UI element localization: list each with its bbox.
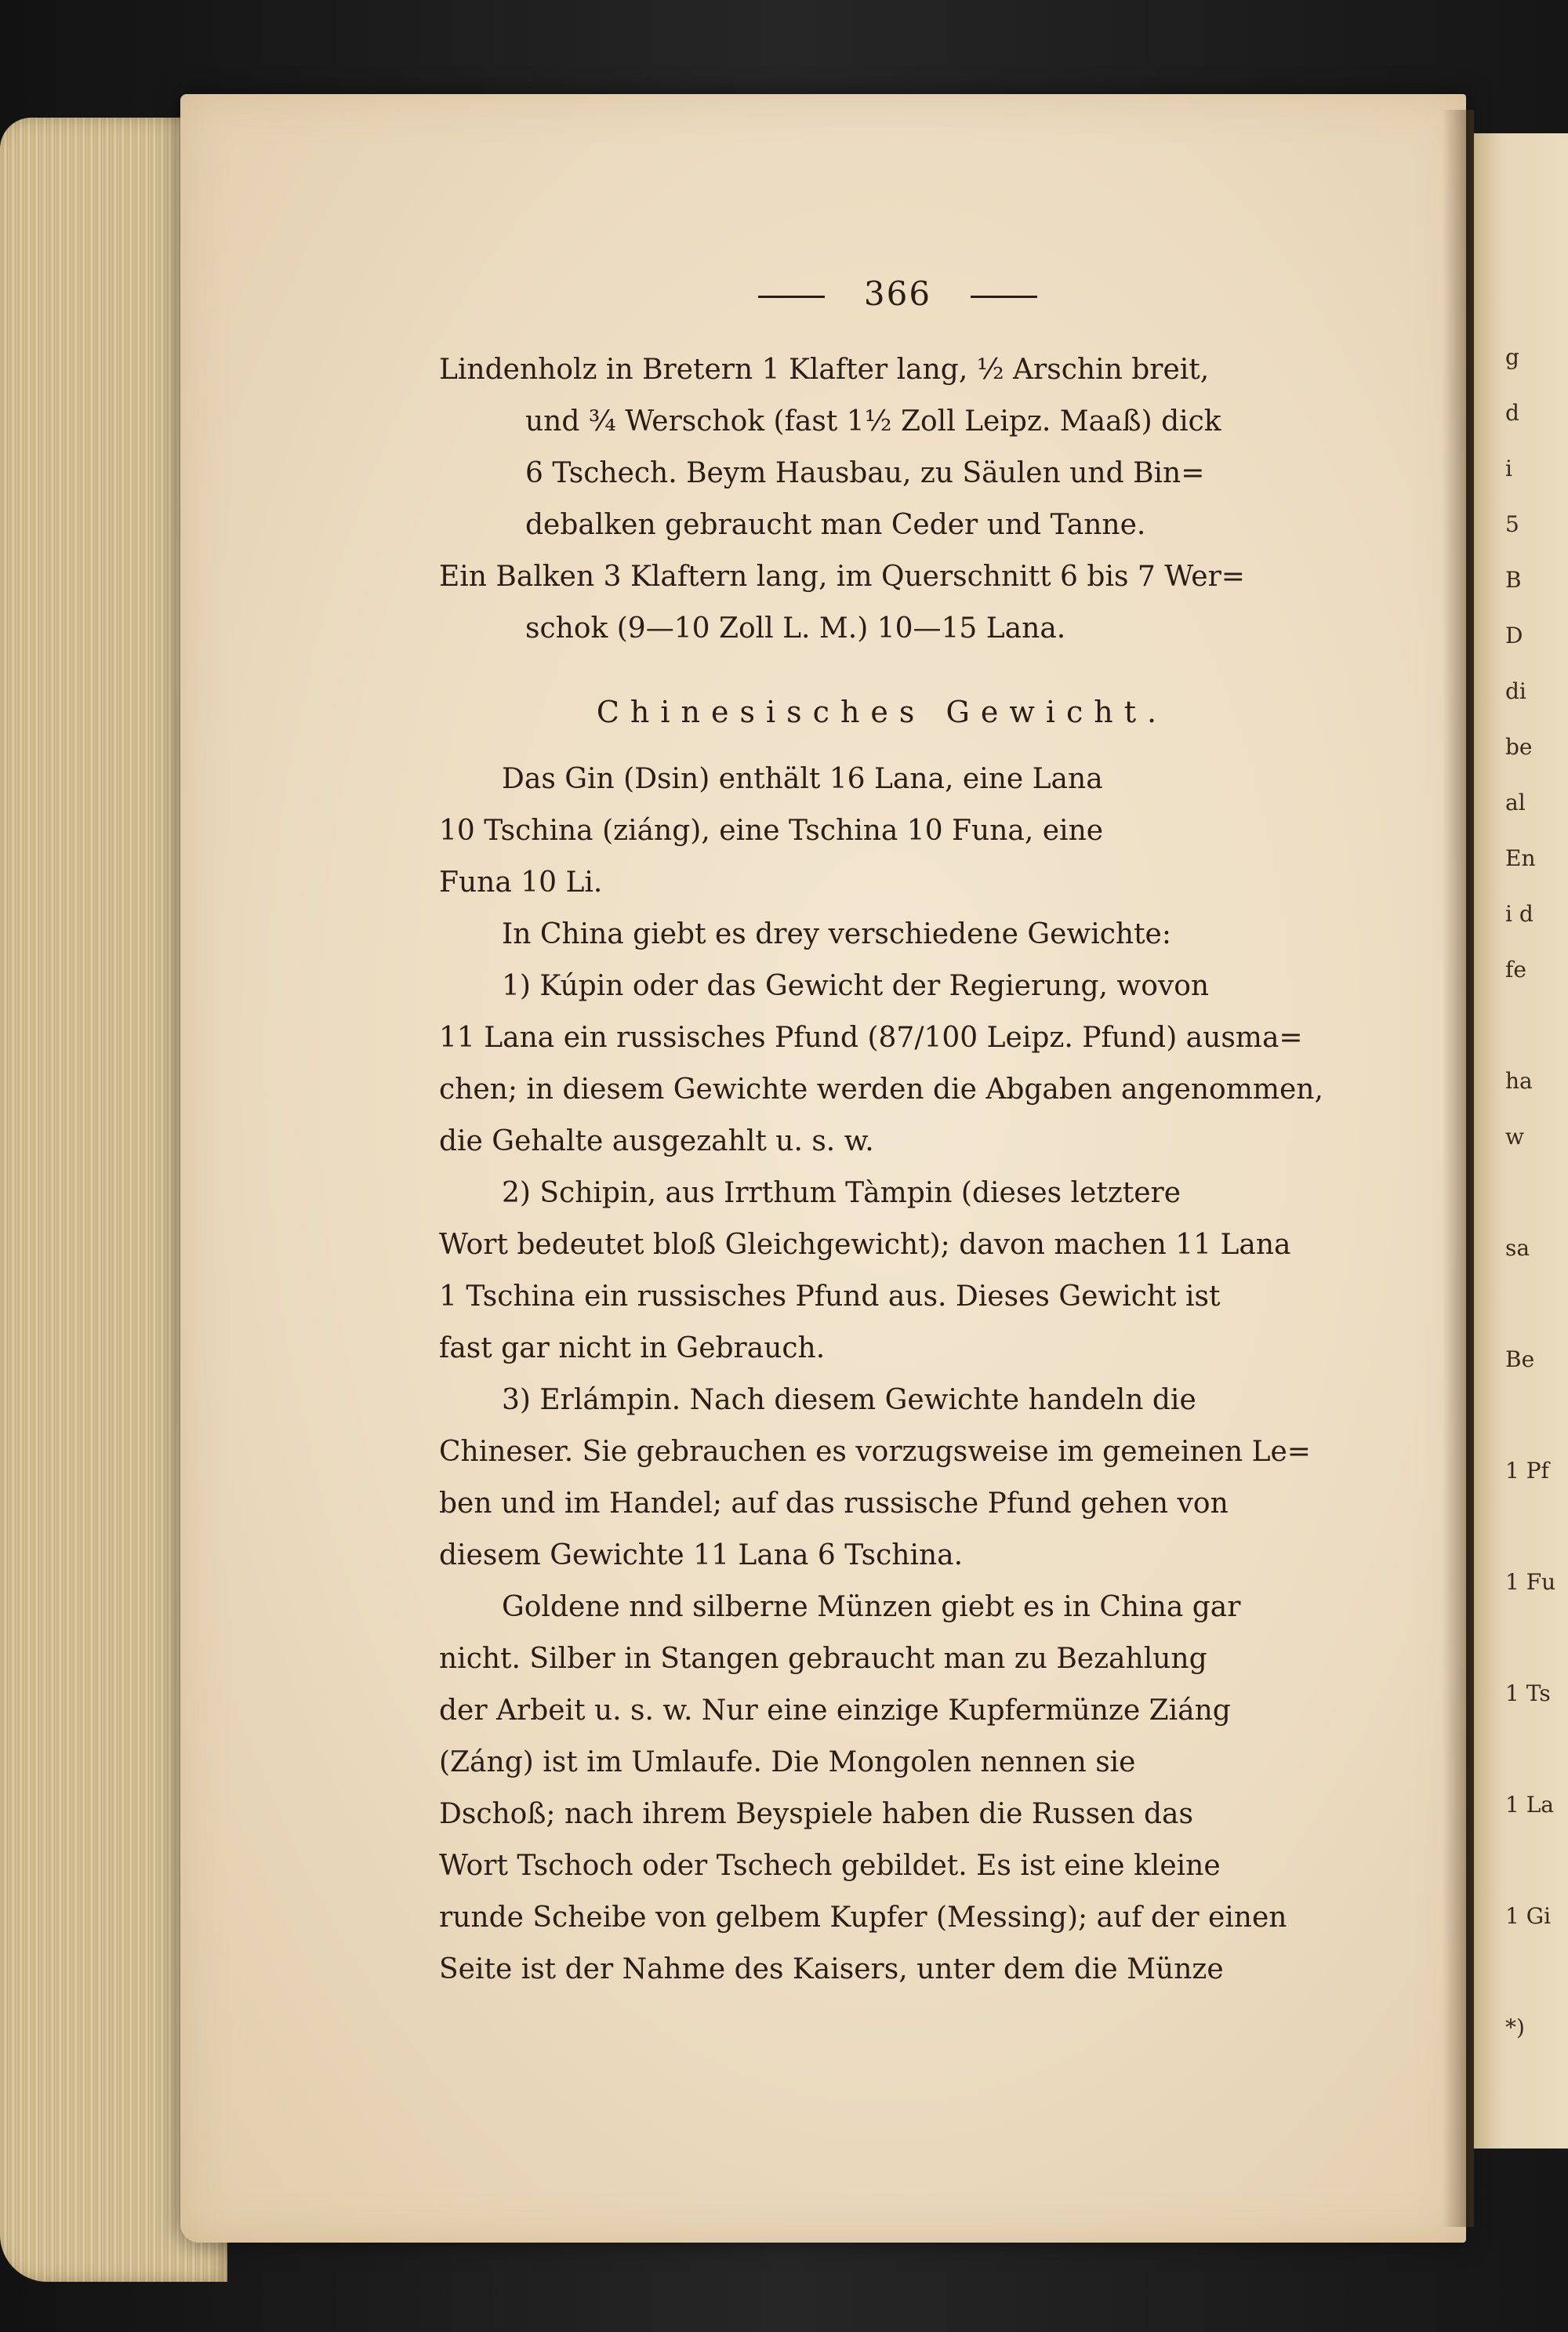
text-line: Dschoß; nach ihrem Beyspiele haben die Russen das (439, 1798, 1193, 1830)
text-line: Ein Balken 3 Klaftern lang, im Querschnitt 6 bis 7 Wer= (439, 561, 1245, 593)
text-line: 1 Tschina ein russisches Pfund aus. Dieses Gewicht ist (439, 1280, 1221, 1313)
facing-page-fragment: B (1505, 567, 1522, 593)
text-line: die Gehalte ausgezahlt u. s. w. (439, 1125, 874, 1157)
facing-page-fragment: 1 Ts (1505, 1680, 1551, 1706)
text-line: Lindenholz in Bretern 1 Klafter lang, ½ Arschin breit, (439, 354, 1210, 386)
facing-page-fragment: d (1505, 400, 1519, 426)
facing-page-edge (1474, 133, 1568, 2149)
text-line: diesem Gewichte 11 Lana 6 Tschina. (439, 1539, 964, 1571)
text-line: In China giebt es drey verschiedene Gewichte: (502, 918, 1171, 950)
text-line: schok (9—10 Zoll L. M.) 10—15 Lana. (525, 612, 1066, 645)
facing-page-fragment: w (1505, 1124, 1524, 1150)
facing-page-fragments (1505, 329, 1555, 2055)
text-line: Funa 10 Li. (439, 866, 603, 899)
text-line: und ¾ Werschok (fast 1½ Zoll Leipz. Maaß) dick (525, 405, 1221, 438)
text-line: 1) Kúpin oder das Gewicht der Regierung, wovon (502, 970, 1210, 1002)
text-line: 10 Tschina (ziáng), eine Tschina 10 Funa, eine (439, 815, 1104, 847)
text-line: 2) Schipin, aus Irrthum Tàmpin (dieses letztere (502, 1177, 1181, 1209)
facing-page-fragment (1505, 1944, 1555, 2000)
text-line: Seite ist der Nahme des Kaisers, unter dem die Münze (439, 1953, 1224, 1985)
text-line: chen; in diesem Gewichte werden die Abgaben angenommen, (439, 1073, 1323, 1106)
text-line: runde Scheibe von gelbem Kupfer (Messing); auf der einen (439, 1902, 1287, 1934)
text-line: Wort Tschoch oder Tschech gebildet. Es ist eine kleine (439, 1850, 1221, 1882)
facing-page-fragment: al (1505, 790, 1526, 815)
text-line: 6 Tschech. Beym Hausbau, zu Säulen und Bin= (525, 457, 1205, 489)
facing-page-fragment (1505, 1164, 1555, 1220)
section-heading: Chinesisches Gewicht. (596, 695, 1168, 729)
header-dash-right (971, 296, 1037, 298)
facing-page-fragment (1505, 1610, 1555, 1665)
facing-page-fragment: 1 Pf (1505, 1458, 1549, 1484)
book-gutter (1443, 110, 1474, 2227)
facing-page-fragment: 1 Gi (1505, 1903, 1552, 1929)
header-dash-left (758, 296, 825, 298)
text-line: fast gar nicht in Gebrauch. (439, 1332, 826, 1364)
text-line: der Arbeit u. s. w. Nur eine einzige Kupfermünze Ziáng (439, 1695, 1231, 1727)
text-line: Das Gin (Dsin) enthält 16 Lana, eine Lana (502, 763, 1103, 795)
facing-page-fragment: i (1505, 456, 1512, 481)
facing-page-fragment: *) (1505, 2014, 1525, 2040)
facing-page-fragment (1505, 1721, 1555, 1777)
text-line: 11 Lana ein russisches Pfund (87/100 Leipz. Pfund) ausma= (439, 1022, 1303, 1054)
text-line: nicht. Silber in Stangen gebraucht man zu Bezahlung (439, 1643, 1207, 1675)
facing-page-fragment (1505, 997, 1555, 1053)
facing-page-fragment: Be (1505, 1346, 1535, 1372)
facing-page-fragment: 1 Fu (1505, 1569, 1556, 1595)
facing-page-fragment (1505, 1833, 1555, 1888)
facing-page-fragment (1505, 1498, 1555, 1554)
facing-page-fragment: di (1505, 678, 1526, 704)
facing-page-fragment: En (1505, 845, 1536, 871)
facing-page-fragment: sa (1505, 1235, 1530, 1261)
text-line: ben und im Handel; auf das russische Pfund gehen von (439, 1487, 1229, 1520)
text-line: Goldene nnd silberne Münzen giebt es in China gar (502, 1591, 1241, 1623)
page-header (470, 274, 1325, 313)
facing-page-fragment: fe (1505, 957, 1526, 983)
page-text (439, 274, 1325, 1996)
facing-page-fragment: 1 La (1505, 1792, 1555, 1818)
page-number: 366 (863, 274, 932, 313)
facing-page-fragment: g (1505, 344, 1519, 370)
facing-page-fragment (1505, 1276, 1555, 1331)
facing-page-fragment: D (1505, 623, 1523, 648)
facing-page-fragment: i d (1505, 901, 1534, 927)
facing-page-fragment: 5 (1505, 511, 1519, 537)
text-line: debalken gebraucht man Ceder und Tanne. (525, 509, 1146, 541)
text-line: 3) Erlámpin. Nach diesem Gewichte handeln die (502, 1384, 1196, 1416)
text-line: (Záng) ist im Umlaufe. Die Mongolen nennen sie (439, 1746, 1136, 1778)
text-line: Wort bedeutet bloß Gleichgewicht); davon machen 11 Lana (439, 1229, 1291, 1261)
facing-page-fragment: be (1505, 734, 1533, 760)
text-line: Chineser. Sie gebrauchen es vorzugsweise im gemeinen Le= (439, 1436, 1311, 1468)
facing-page-fragment (1505, 1387, 1555, 1443)
facing-page-fragment: ha (1505, 1068, 1533, 1094)
